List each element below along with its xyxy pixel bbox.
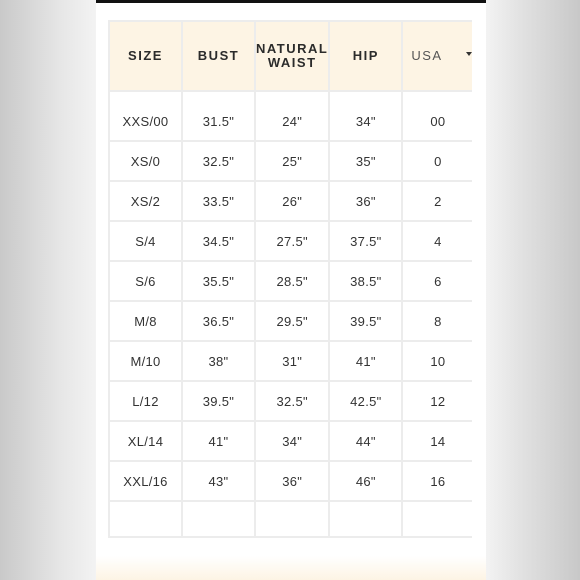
cell-hip: 34" xyxy=(329,91,402,141)
table-row xyxy=(109,261,472,301)
table-row xyxy=(109,421,472,461)
cell-waist: 24" xyxy=(255,91,329,141)
table-row xyxy=(109,461,472,501)
cell-bust: 32.5" xyxy=(182,141,255,181)
cell-hip: 46" xyxy=(329,461,402,501)
cell-waist: 27.5" xyxy=(255,221,329,261)
region-select[interactable] xyxy=(402,21,472,91)
cell-hip: 44" xyxy=(329,421,402,461)
cell-bust: 34.5" xyxy=(182,221,255,261)
cell-hip: 41" xyxy=(329,341,402,381)
cell-usa: 0 xyxy=(402,141,472,181)
padding-cell xyxy=(109,501,182,537)
table-row xyxy=(109,181,472,221)
padding-cell xyxy=(329,501,402,537)
cell-usa: 12 xyxy=(402,381,472,421)
cell-bust: 43" xyxy=(182,461,255,501)
table-row xyxy=(109,221,472,261)
cell-waist: 25" xyxy=(255,141,329,181)
cell-waist: 29.5" xyxy=(255,301,329,341)
cell-usa: 4 xyxy=(402,221,472,261)
cell-usa: 14 xyxy=(402,421,472,461)
cell-usa: 10 xyxy=(402,341,472,381)
header-row xyxy=(109,21,472,91)
cell-bust: 36.5" xyxy=(182,301,255,341)
cell-size: L/12 xyxy=(109,381,182,421)
padding-cell xyxy=(255,501,329,537)
cell-usa: 00 xyxy=(402,91,472,141)
size-chart-table xyxy=(108,20,472,538)
cell-size: S/6 xyxy=(109,261,182,301)
cell-size: M/10 xyxy=(109,341,182,381)
cell-waist: 31" xyxy=(255,341,329,381)
header-size: SIZE xyxy=(109,21,182,91)
cell-hip: 39.5" xyxy=(329,301,402,341)
cell-waist: 26" xyxy=(255,181,329,221)
cell-waist: 34" xyxy=(255,421,329,461)
header-hip: HIP xyxy=(329,21,402,91)
size-chart-panel xyxy=(96,3,486,580)
cell-size: XS/2 xyxy=(109,181,182,221)
table-row xyxy=(109,301,472,341)
cell-waist: 32.5" xyxy=(255,381,329,421)
size-rows xyxy=(109,91,472,537)
table-row xyxy=(109,381,472,421)
region-select-value: USA xyxy=(411,48,443,63)
cell-bust: 38" xyxy=(182,341,255,381)
cell-bust: 33.5" xyxy=(182,181,255,221)
table-bottom-padding xyxy=(109,501,472,537)
table-row xyxy=(109,91,472,141)
cell-usa: 6 xyxy=(402,261,472,301)
cell-bust: 39.5" xyxy=(182,381,255,421)
table-row xyxy=(109,141,472,181)
cell-hip: 35" xyxy=(329,141,402,181)
cell-hip: 42.5" xyxy=(329,381,402,421)
cell-size: S/4 xyxy=(109,221,182,261)
chevron-down-icon xyxy=(466,52,472,56)
cell-waist: 28.5" xyxy=(255,261,329,301)
cell-waist: 36" xyxy=(255,461,329,501)
cell-hip: 36" xyxy=(329,181,402,221)
cell-size: XXL/16 xyxy=(109,461,182,501)
cell-size: XL/14 xyxy=(109,421,182,461)
header-bust: BUST xyxy=(182,21,255,91)
header-natural-waist: NATURAL WAIST xyxy=(255,21,329,91)
bottom-fade xyxy=(96,556,486,580)
cell-size: M/8 xyxy=(109,301,182,341)
cell-bust: 41" xyxy=(182,421,255,461)
cell-usa: 2 xyxy=(402,181,472,221)
cell-size: XXS/00 xyxy=(109,91,182,141)
cell-usa: 8 xyxy=(402,301,472,341)
cell-size: XS/0 xyxy=(109,141,182,181)
cell-hip: 37.5" xyxy=(329,221,402,261)
table-row xyxy=(109,341,472,381)
padding-cell xyxy=(402,501,472,537)
cell-bust: 35.5" xyxy=(182,261,255,301)
cell-bust: 31.5" xyxy=(182,91,255,141)
cell-usa: 16 xyxy=(402,461,472,501)
cell-hip: 38.5" xyxy=(329,261,402,301)
padding-cell xyxy=(182,501,255,537)
